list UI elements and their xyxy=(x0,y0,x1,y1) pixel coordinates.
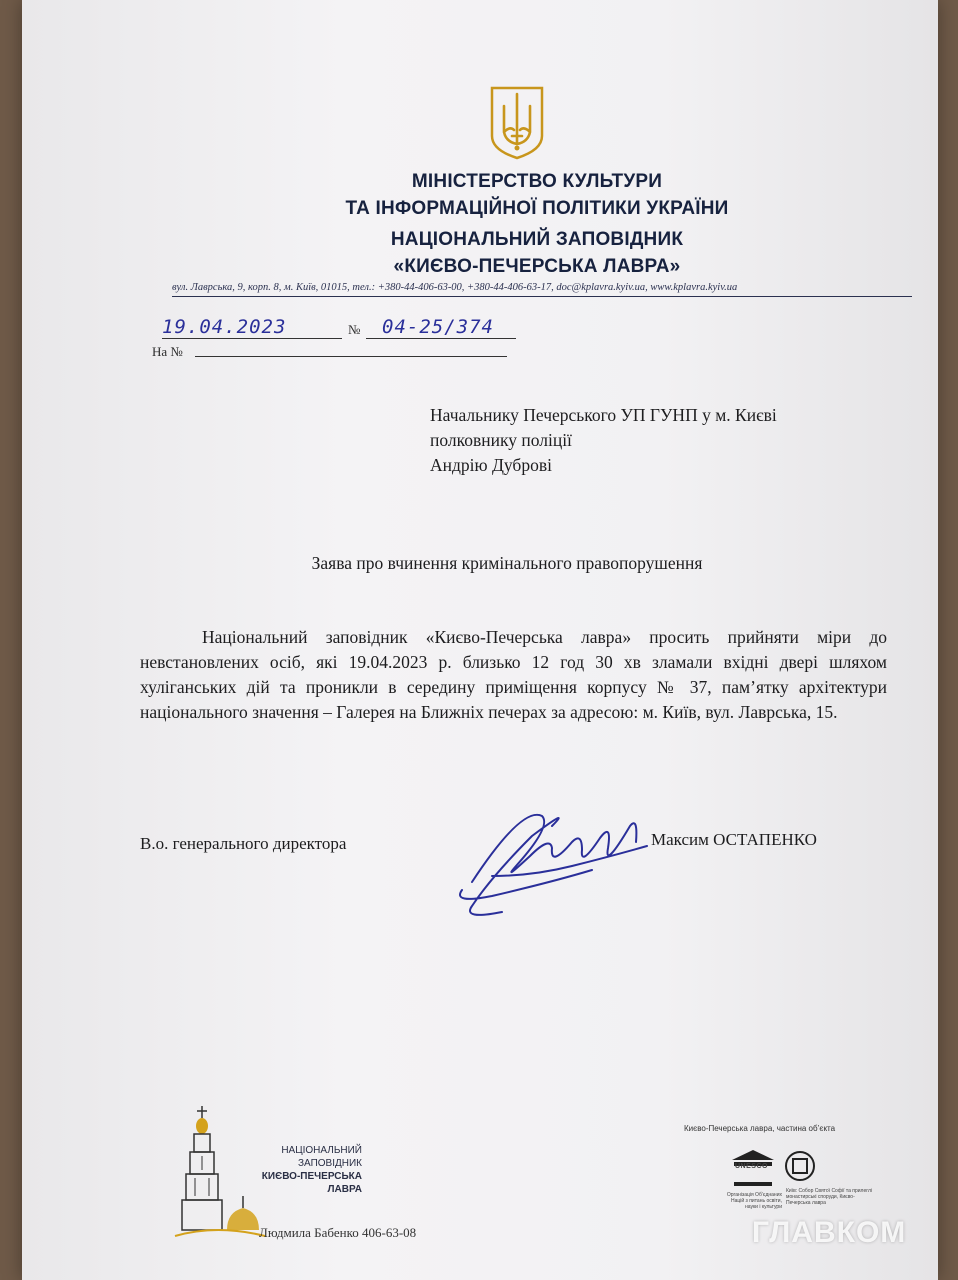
trident-coat-of-arms-icon xyxy=(488,86,546,160)
glavkom-watermark: ГЛАВКОМ xyxy=(752,1216,907,1249)
ministry-name xyxy=(22,168,958,222)
recipient-line-3: Андрію Дуброві xyxy=(430,455,552,475)
registration-date: 19.04.2023 xyxy=(162,316,287,338)
registration-number: 04-25/374 xyxy=(382,316,494,338)
letterhead-address: вул. Лаврська, 9, корп. 8, м. Київ, 01015, тел.: +380-44-406-63-00, +380-44-406-63-17, doc@kplavra.kyiv.ua, www.kplavra.kyiv.ua xyxy=(172,282,912,297)
recipient-line-1: Начальнику Печерського УП ГУНП у м. Києві xyxy=(430,405,777,425)
letter-page xyxy=(22,0,938,1280)
unesco-caption: Києво-Печерська лавра, частина об’єкта xyxy=(684,1124,836,1133)
logo-line-2: ЗАПОВІДНИК xyxy=(297,1158,362,1169)
logo-line-1: НАЦІОНАЛЬНИЙ xyxy=(281,1145,362,1156)
lavra-logo-text xyxy=(246,1144,362,1196)
ministry-line-2: ТА ІНФОРМАЦІЙНОЇ ПОЛІТИКИ УКРАЇНИ xyxy=(345,198,729,219)
letter-title: Заява про вчинення кримінального правопорушення xyxy=(311,553,703,573)
signatory-position: В.о. генерального директора xyxy=(140,834,347,853)
reply-number-label: На № xyxy=(152,344,183,359)
letter-body: Національний заповідник «Києво-Печерська лавра» просить прийняти міри до невстановлених осіб, які 19.04.2023 р. близько 12 год 30 хв зламали вхідні двері шляхом хуліганських дій та проникли в середину приміщення корпусу № 37, пам’ятку архітектури національного значення – Галерея на Ближніх печерах за адресою: м. Київ, вул. Лаврська, 15. xyxy=(140,627,887,722)
ministry-line-1: МІНІСТЕРСТВО КУЛЬТУРИ xyxy=(411,171,663,192)
signatory-name: Максим ОСТАПЕНКО xyxy=(651,830,817,849)
unesco-logo-text: UNESCO xyxy=(735,1163,768,1170)
registration-number-label: № xyxy=(348,322,361,337)
reserve-line-1: НАЦІОНАЛЬНИЙ ЗАПОВІДНИК xyxy=(390,229,684,250)
number-underline xyxy=(366,338,516,339)
recipient-block xyxy=(430,403,777,478)
unesco-small-text-right: Київ: Собор Святої Софії та прилеглі монастирські споруди, Києво-Печерська лавра xyxy=(786,1188,872,1206)
unesco-small-text-left: Організація Об’єднаних Націй з питань освіти, науки і культури xyxy=(726,1192,782,1210)
world-heritage-emblem-icon xyxy=(784,1150,816,1182)
logo-line-4: ЛАВРА xyxy=(327,1184,362,1195)
executor-contact: Людмила Бабенко 406-63-08 xyxy=(259,1225,417,1240)
logo-line-3: КИЄВО-ПЕЧЕРСЬКА xyxy=(261,1171,362,1182)
date-underline xyxy=(162,338,342,339)
reserve-name xyxy=(22,226,958,280)
reserve-line-2: «КИЄВО-ПЕЧЕРСЬКА ЛАВРА» xyxy=(393,256,681,277)
reply-underline xyxy=(195,356,507,357)
handwritten-signature-icon xyxy=(432,786,662,926)
recipient-line-2: полковнику поліції xyxy=(430,430,572,450)
